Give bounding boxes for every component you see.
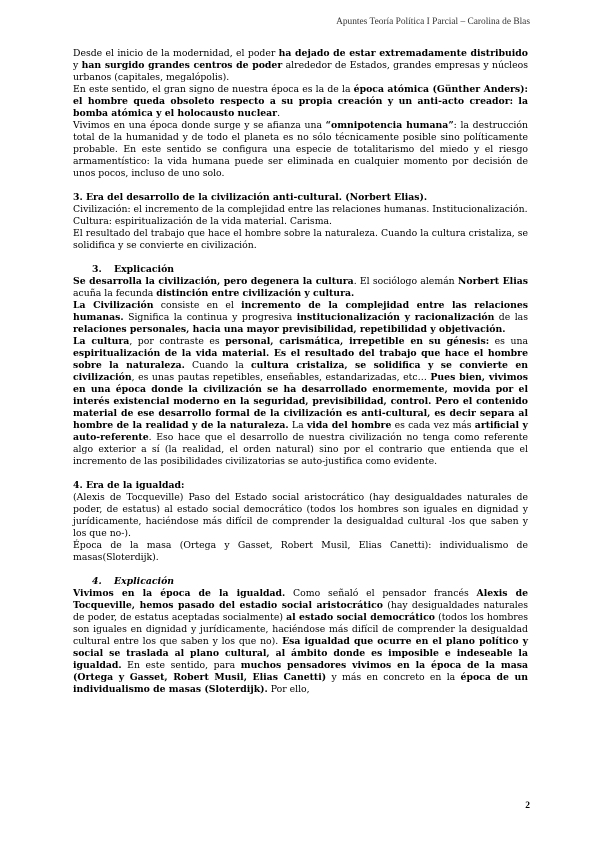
paragraph-power: Desde el inicio de la modernidad, el poder ha dejado de estar extremadamente distribuido y han surgido grandes centros de poder alrededor de Estados, grandes empresas y núcleos urbanos (capitales, megalópolis). (73, 48, 528, 83)
paragraph-omnipotence: Vivimos en una época donde surge y se afianza una “omnipotencia humana”: la destrucción total de la humanidad y de todo el planeta es no sólo técnicamente posible sino políticamente probable. En este sentido se configura una especie de totalitarismo del miedo y el riesgo armamentístico: la vida humana puede ser eliminada en cualquier momento por decisión de unos pocos, incluso de uno solo. (73, 120, 528, 179)
civilization-definition: Civilización: el incremento de la complejidad entre las relaciones humanas. Institucionalización. (73, 204, 528, 215)
culture-definition: Cultura: espiritualización de la vida material. Carisma. (73, 216, 333, 227)
page-content (73, 48, 528, 696)
paragraph-cultura: La cultura, por contraste es personal, carismática, irrepetible en su génesis: es una espiritualización de la vida material. Es el resultado del trabajo que hace el hombre sobre la naturaleza. Cuando la cultura cristaliza, se solidifica y se convierte en civilización, es unas pautas repetibles, enseñables, estandarizadas, etc… Pues bien, vivimos en una época donde la civilización se ha desarrollado enormemente, movida por el interés existencial moderno en la seguridad, previsibilidad, control. Pero el contenido material de ese desarrollo formal de la civilización es anti-cultural, es decir separa al hombre de la realidad y de la naturaleza. La vida del hombre es cada vez más artificial y auto-referente. Eso hace que el desarrollo de nuestra civilización no tenga como referente algo exterior a sí (la realidad, el orden natural) sino por el contrario que entienda que el incremento de las posibilidades civilizatorias se auto-justifica como evidente. (73, 336, 529, 467)
paragraph-civilizacion: La Civilización consiste en el incremento de la complejidad entre las relaciones humanas. Significa la continua y progresiva institucionalización y racionalización de las relaciones personales, hacia una mayor previsibilidad, repetibilidad y objetivación. (73, 300, 528, 335)
equality-mass-age: Época de la masa (Ortega y Gasset, Robert Musil, Elias Canetti): individualismo de masas(Sloterdijk). (73, 540, 528, 563)
subheading-explicacion-4: 4. Explicación (92, 576, 175, 587)
civilization-summary: El resultado del trabajo que hace el hombre sobre la naturaleza. Cuando la cultura cristaliza, se solidifica y se convierte en civilización. (73, 228, 528, 251)
section-heading-equality: 4. Era de la igualdad: (73, 480, 185, 491)
subheading-explicacion-3: 3. Explicación (92, 264, 175, 275)
section-heading-civilization: 3. Era del desarrollo de la civilización anti-cultural. (Norbert Elias). (73, 192, 428, 203)
page-header: Apuntes Teoría Política I Parcial – Carolina de Blas (336, 17, 530, 27)
paragraph-atomic-age: En este sentido, el gran signo de nuestra época es la de la época atómica (Günther Anders): el hombre queda obsoleto respecto a su propia creación y un anti-acto creador: la bomba atómica y el holocausto nuclear. (73, 84, 528, 119)
paragraph-igualdad: Vivimos en la época de la igualdad. Como señaló el pensador francés Alexis de Tocqueville, hemos pasado del estadio social aristocrático (hay desigualdades naturales de poder, de estatus aceptadas socialmente) al estado social democrático (todos los hombres son iguales en dignidad y jurídicamente, haciéndose más difícil de comprender la desigualdad cultural entre los que saben y los que no). Esa igualdad que ocurre en el plano político y social se traslada al plano cultural, al ámbito donde es imposible e indeseable la igualdad. En este sentido, para muchos pensadores vivimos en la época de la masa (Ortega y Gasset, Robert Musil, Elias Canetti) y más en concreto en la época de un individualismo de masas (Sloterdijk). Por ello, (73, 588, 529, 695)
paragraph-elias: Se desarrolla la civilización, pero degenera la cultura. El sociólogo alemán Norbert Elias acuña la fecunda distinción entre civilización y cultura. (73, 276, 528, 299)
equality-tocqueville: (Alexis de Tocqueville) Paso del Estado social aristocrático (hay desigualdades naturales de poder, de estatus) al estado social democrático (todos los hombres son iguales en dignidad y jurídicamente, haciéndose más difícil de comprender la desigualdad cultural -los que saben y los que no-). (73, 492, 528, 539)
page-number: 2 (525, 801, 530, 811)
